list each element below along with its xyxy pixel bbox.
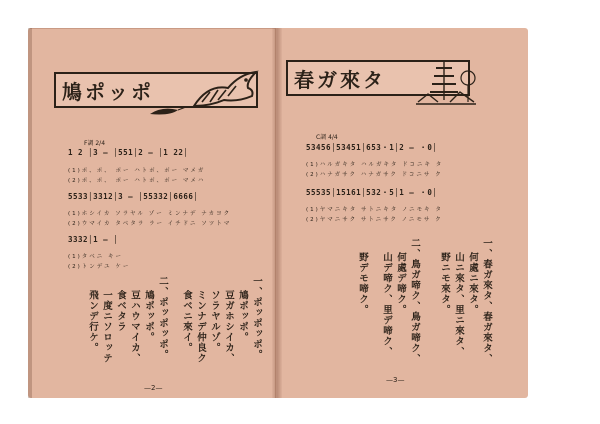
- left-page: [28, 28, 276, 398]
- verse-line: 食ベタラ: [115, 290, 126, 332]
- score-line-r2: 55535│15161│532・5│1 — ・0│: [306, 188, 438, 197]
- verse-line: 鳩ポッポ。: [143, 290, 154, 343]
- right-page: [276, 28, 528, 398]
- verse-line: 二、鳥ガ啼ク、鳥ガ啼ク、: [409, 238, 420, 364]
- song-title-left: 鳩ポッポ: [62, 80, 154, 104]
- verse-line: 一、ポッポッポ。: [251, 276, 262, 360]
- verse-line: 野デモ啼ク。: [357, 252, 368, 315]
- lyric-line-5: (1)タベニ キー: [68, 254, 124, 260]
- score-line-2: 5533│3312│3 — │55332│6666│: [68, 192, 199, 201]
- score-line-r1: 53456│53451│653・1│2 — ・0│: [306, 143, 438, 152]
- verse-line: 一、春ガ來タ、春ガ來タ、: [481, 238, 492, 364]
- verse-line: ミンナデ仲良ク: [195, 290, 206, 364]
- page-number-right: —3—: [386, 376, 405, 384]
- lyric-line-1: (1)ポ、ポ、 ポー ハトポ、ポー マメガ: [68, 168, 206, 174]
- verse-line: 一度ニソロッテ: [101, 290, 112, 364]
- verse-line: 何處ニ來タ。: [467, 252, 478, 315]
- lyric-line-6: (2)トンデユ ケー: [68, 264, 131, 270]
- score-line-3: 3332│1 — │: [68, 235, 119, 244]
- pagoda-village-icon: [414, 56, 478, 108]
- key-signature-left: F調 2/4: [84, 140, 106, 147]
- verse-line: 山ニ來タ、里ニ來タ、: [453, 252, 464, 357]
- lyric-line-r2: (2)ハナガサク ハナガサク ドコニサ ク: [306, 172, 443, 178]
- lyric-line-3: (1)ホシイカ ソラヤル ゾー ミンナデ ナカヨク: [68, 211, 232, 217]
- verse-line: 野ニモ來タ。: [439, 252, 450, 315]
- book-gutter: [272, 28, 282, 398]
- verse-line: 飛ンデ行ケ。: [87, 290, 98, 353]
- verse-line: ソラヤルゾ。: [209, 290, 220, 353]
- verse-line: 豆ガホシイカ、: [223, 290, 234, 364]
- verse-line: 食ベニ來イ。: [181, 290, 192, 353]
- key-signature-right: C調 4/4: [316, 134, 338, 141]
- lyric-line-r3: (1)ヤマニキタ サトニキタ ノニモキ タ: [306, 207, 443, 213]
- lyric-line-r1: (1)ハルガキタ ハルガキタ ドコニキ タ: [306, 162, 444, 168]
- bird-illustration-icon: [188, 66, 260, 112]
- lyric-line-r4: (2)ヤマニサク サトニサク ノニモサ ク: [306, 217, 443, 223]
- page-number-left: —2—: [144, 384, 163, 392]
- verse-line: 豆ハウマイカ、: [129, 290, 140, 364]
- verse-line: 何處デ啼ク。: [395, 252, 406, 315]
- lyric-line-4: (2)ウマイカ タベタラ ラー イチドニ ソツトマ: [68, 221, 232, 227]
- verse-line: 二、ポッポッポ。: [157, 276, 168, 360]
- songbook-spread: [28, 28, 528, 400]
- song-title-right: 春ガ來タ: [294, 68, 386, 92]
- verse-line: 山デ啼ク、里デ啼ク、: [381, 252, 392, 357]
- score-line-1: 1 2 │3 — │551│2 — │1 22│: [68, 148, 189, 157]
- page-edge: [28, 28, 32, 398]
- feather-ornament-icon: [148, 104, 188, 118]
- lyric-line-2: (2)ポ、ポ、 ポー ハトポ、ポー マメハ: [68, 178, 206, 184]
- verse-line: 鳩ポッポ。: [237, 290, 248, 343]
